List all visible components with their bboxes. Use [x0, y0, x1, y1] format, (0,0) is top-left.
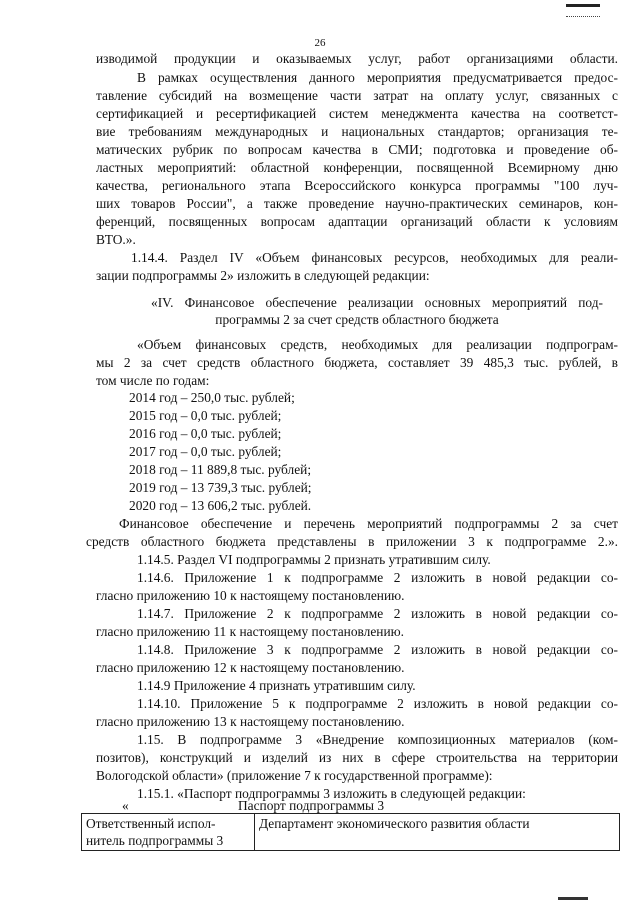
text-line: вие требованиям международных и национальных стандартов; организация те-: [96, 124, 618, 139]
text-line: гласно приложению 11 к настоящему постановлению.: [96, 624, 404, 639]
text-line: 1.14.4. Раздел IV «Объем финансовых ресурсов, необходимых для реали-: [131, 250, 618, 265]
text-line: 1.14.7. Приложение 2 к подпрограмме 2 изложить в новой редакции со-: [137, 606, 618, 621]
year-item: 2017 год – 0,0 тыс. рублей;: [129, 444, 282, 459]
text-line: матических рубрик по вопросам качества в СМИ; подготовка и проведение об-: [96, 142, 618, 157]
text-line: «Объем финансовых средств, необходимых для реализации подпрограм-: [137, 337, 618, 352]
year-item: 2018 год – 11 889,8 тыс. рублей;: [129, 462, 312, 477]
table-cell-label: [82, 814, 255, 851]
text-line: гласно приложению 10 к настоящему постановлению.: [96, 588, 405, 603]
text-line: ВТО.».: [96, 232, 136, 247]
text-line: 1.14.10. Приложение 5 к подпрограмме 2 изложить в новой редакции со-: [137, 696, 618, 711]
section-heading: «IV. Финансовое обеспечение реализации основных мероприятий под-: [151, 295, 603, 310]
text-line: ших товаров России", а также проведение научно-практических семинаров, кон-: [96, 196, 618, 211]
text-line: ференций, посвященных вопросам адаптации организаций области к условиям: [96, 214, 618, 229]
table-row: [82, 814, 620, 851]
table-cell-line: Ответственный испол-: [86, 816, 216, 831]
text-line: зации подпрограммы 2» изложить в следующей редакции:: [96, 268, 430, 283]
text-line: качества, регионального этапа Всероссийского конкурса программы "100 луч-: [96, 178, 618, 193]
text-line: Вологодской области» (приложение 7 к государственной программе):: [96, 768, 493, 783]
text-line: 1.14.9 Приложение 4 признать утратившим силу.: [137, 678, 416, 693]
text-line: гласно приложению 13 к настоящему постановлению.: [96, 714, 405, 729]
text-line: 1.14.5. Раздел VI подпрограммы 2 признать утратившим силу.: [137, 552, 491, 567]
text-line: гласно приложению 12 к настоящему постановлению.: [96, 660, 405, 675]
scan-corner-mark: [566, 4, 600, 17]
year-item: 2016 год – 0,0 тыс. рублей;: [129, 426, 282, 441]
passport-title: Паспорт подпрограммы 3: [238, 798, 385, 813]
text-line: 1.15.1. «Паспорт подпрограммы 3 изложить в следующей редакции:: [137, 786, 526, 801]
text-line: 1.14.6. Приложение 1 к подпрограмме 2 изложить в новой редакции со-: [137, 570, 618, 585]
opening-quote: «: [122, 798, 129, 813]
table-cell-line: нитель подпрограммы 3: [86, 833, 224, 848]
text-line: В рамках осуществления данного мероприятия предусматривается предос-: [137, 70, 618, 85]
text-line: позитов), конструкций и изделий из них в сфере строительства на территории: [96, 750, 618, 765]
text-line: 1.14.8. Приложение 3 к подпрограмме 2 изложить в новой редакции со-: [137, 642, 618, 657]
year-item: 2020 год – 13 606,2 тыс. рублей.: [129, 498, 312, 513]
year-item: 2014 год – 250,0 тыс. рублей;: [129, 390, 295, 405]
page-number: 26: [314, 37, 326, 49]
text-line: средств областного бюджета представлены в приложении 3 к подпрограмме 2.».: [86, 534, 618, 549]
text-line: Финансовое обеспечение и перечень мероприятий подпрограммы 2 за счет: [119, 516, 618, 531]
scan-corner-mark: [558, 897, 588, 900]
text-line: 1.15. В подпрограмме 3 «Внедрение композиционных материалов (ком-: [137, 732, 618, 747]
passport-table: [81, 813, 620, 851]
table-cell-value: Департамент экономического развития области: [255, 814, 620, 851]
text-line: ластных мероприятий: областной конференции, посвященной Всемирному дню: [96, 160, 618, 175]
text-line: том числе по годам:: [96, 373, 210, 388]
text-line: тавление субсидий на возмещение части затрат на оплату услуг, связанных с: [96, 88, 618, 103]
section-heading: программы 2 за счет средств областного бюджета: [215, 312, 499, 327]
year-item: 2019 год – 13 739,3 тыс. рублей;: [129, 480, 312, 495]
text-line: мы 2 за счет средств областного бюджета, составляет 39 485,3 тыс. рублей, в: [96, 355, 618, 370]
text-line: сертификацией и ресертификацией систем менеджмента качества на соответст-: [96, 106, 618, 121]
text-line: изводимой продукции и оказываемых услуг, работ организациями области.: [96, 51, 618, 66]
year-item: 2015 год – 0,0 тыс. рублей;: [129, 408, 282, 423]
